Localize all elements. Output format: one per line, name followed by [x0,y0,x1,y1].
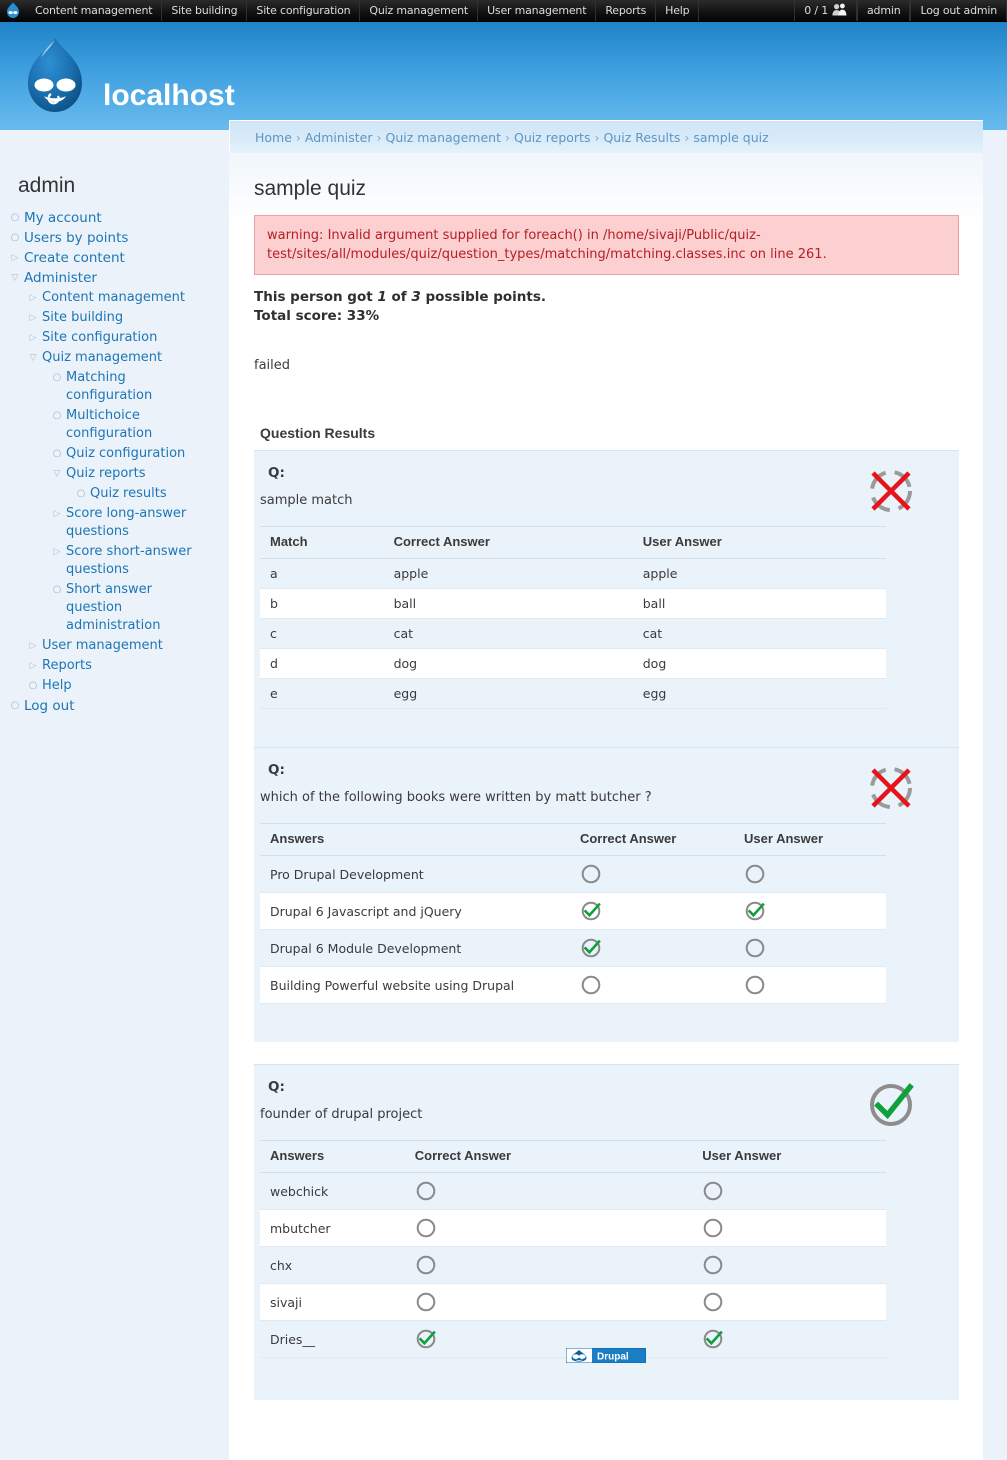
sidebar-link-site-configuration[interactable]: Site configuration [42,330,158,345]
check-circle-icon [580,937,602,959]
matching-results-table [260,526,886,709]
table-row [260,1284,886,1321]
cell-correct-marker [405,1284,693,1321]
multichoice-results-table [260,823,886,1004]
check-circle-icon [744,900,766,922]
circle-bullet-icon: ○ [52,372,62,383]
sidebar-item-users-by-points[interactable] [0,228,229,248]
cell-answer: Building Powerful website using Drupal [260,967,570,1004]
column-header-correct-answer: Correct Answer [405,1141,693,1173]
triangle-down-icon: ▽ [53,469,61,479]
score-total-points: 3 [411,289,421,305]
people-icon [832,3,847,19]
sidebar-link-users-by-points[interactable]: Users by points [24,230,129,246]
sidebar [0,152,229,716]
breadcrumb [229,120,983,153]
cell-user-marker [692,1284,886,1321]
cell-user-answer: apple [633,559,886,589]
score-mid: of [386,289,412,305]
triangle-right-icon: ▷ [53,509,61,519]
circle-empty-icon [702,1291,724,1313]
cell-user-answer: ball [633,589,886,619]
score-suffix: possible points. [420,289,547,305]
cell-user-answer: dog [633,649,886,679]
sidebar-item-quiz-management[interactable] [24,348,229,368]
toolbar-item-quiz-management[interactable]: Quiz management [360,0,478,21]
cell-user-marker [692,1247,886,1284]
sidebar-link-site-building[interactable]: Site building [42,310,124,325]
check-circle-icon [865,1079,917,1131]
sidebar-submenu-administer [0,288,229,696]
table-row [260,967,886,1004]
column-header-match: Match [260,527,384,559]
sidebar-link-quiz-results[interactable]: Quiz results [90,486,167,501]
sidebar-item-log-out[interactable] [0,696,229,716]
cell-match: a [260,559,384,589]
circle-bullet-icon: ○ [10,232,20,243]
sidebar-link-create-content[interactable]: Create content [24,250,125,266]
toolbar-item-site-configuration[interactable]: Site configuration [247,0,360,21]
cell-correct-marker [570,856,734,893]
breadcrumb-item-administer[interactable]: Administer [304,129,373,145]
sidebar-submenu-quiz-reports [48,484,229,504]
table-body [260,856,886,1004]
breadcrumb-item-quiz-management[interactable]: Quiz management [385,129,501,145]
sidebar-link-my-account[interactable]: My account [24,210,102,226]
table-row [260,1247,886,1284]
cell-user-marker [734,930,886,967]
circle-empty-icon [702,1180,724,1202]
cell-user-marker [692,1210,886,1247]
sidebar-item-users-by-points-wrap [0,228,229,248]
table-body [260,559,886,709]
cell-answer: Drupal 6 Module Development [260,930,570,967]
sidebar-item-reports[interactable] [24,656,229,676]
cell-user-marker [734,856,886,893]
table-head [260,527,886,559]
column-header-user-answer: User Answer [692,1141,886,1173]
sidebar-link-log-out[interactable]: Log out [24,698,75,714]
sidebar-item-create-content[interactable] [0,248,229,268]
sidebar-item-multichoice-configuration-wrap [48,406,229,444]
triangle-right-icon: ▷ [29,661,37,671]
sidebar-item-quiz-results-wrap [72,484,229,504]
sidebar-item-multichoice-configuration[interactable] [48,406,229,444]
sidebar-link-quiz-configuration[interactable]: Quiz configuration [66,446,186,461]
content-bottom-padding [254,1400,959,1460]
circle-bullet-icon: ○ [52,584,62,595]
column-header-correct-answer: Correct Answer [384,527,633,559]
question-results-title: Question Results [260,425,376,441]
toolbar-right-group [794,0,1007,21]
sidebar-link-help[interactable]: Help [42,678,72,693]
site-header [0,22,1007,130]
column-header-correct-answer: Correct Answer [570,824,734,856]
cell-correct-answer: egg [384,679,633,709]
triangle-right-icon: ▷ [11,253,19,263]
circle-empty-icon [580,974,602,996]
toolbar-item-reports[interactable]: Reports [596,0,656,21]
cell-user-marker [692,1173,886,1210]
cell-correct-marker [405,1210,693,1247]
check-circle-icon [580,900,602,922]
sidebar-item-quiz-management-wrap [24,348,229,636]
breadcrumb-item-quiz-reports[interactable]: Quiz reports [514,129,591,145]
sidebar-item-my-account-wrap [0,208,229,228]
circle-empty-icon [744,863,766,885]
cell-match: d [260,649,384,679]
sidebar-title: admin [18,174,76,197]
column-header-user-answer: User Answer [633,527,886,559]
cell-match: b [260,589,384,619]
toolbar-username[interactable]: admin [857,0,910,21]
sidebar-item-score-short-answer-questions[interactable] [48,542,229,580]
sidebar-link-reports[interactable]: Reports [42,658,92,673]
sidebar-item-short-answer-question-administration[interactable] [48,580,229,636]
circle-empty-icon [415,1254,437,1276]
site-name: localhost [103,79,235,112]
sidebar-item-quiz-results[interactable] [72,484,229,504]
sidebar-item-help-wrap [24,676,229,696]
sidebar-item-content-management-wrap [24,288,229,308]
column-header-answers: Answers [260,824,570,856]
sidebar-item-site-building[interactable] [24,308,229,328]
drupal-badge-icon[interactable] [566,1348,646,1363]
sidebar-item-help[interactable] [24,676,229,696]
circle-empty-icon [580,863,602,885]
sidebar-item-create-content-wrap [0,248,229,268]
question-text: founder of drupal project [260,1107,423,1122]
page-title: sample quiz [254,177,367,200]
question-label: Q: [268,762,285,778]
footer [229,1348,983,1363]
sidebar-link-multichoice-configuration[interactable]: Multichoice configuration [66,408,153,441]
sidebar-item-site-building-wrap [24,308,229,328]
pass-fail-status: failed [254,358,291,373]
sidebar-item-quiz-configuration-wrap [48,444,229,464]
drupal-badge-label: Drupal [597,1351,629,1363]
sidebar-item-matching-configuration-wrap [48,368,229,406]
circle-empty-icon [415,1291,437,1313]
user-count-label: 0 / 1 [804,4,828,17]
circle-bullet-icon: ○ [52,410,62,421]
cell-correct-marker [570,930,734,967]
table-row [260,930,886,967]
cell-correct-answer: ball [384,589,633,619]
sidebar-menu [0,208,229,716]
cell-user-answer: egg [633,679,886,709]
sidebar-link-quiz-reports[interactable]: Quiz reports [66,466,146,481]
circle-bullet-icon: ○ [28,680,38,691]
triangle-right-icon: ▷ [29,313,37,323]
sidebar-item-matching-configuration[interactable] [48,368,229,406]
user-count-indicator[interactable] [794,0,857,21]
cell-correct-marker [570,893,734,930]
circle-empty-icon [415,1217,437,1239]
breadcrumb-separator: › [684,129,690,145]
table-row [260,856,886,893]
circle-bullet-icon: ○ [10,212,20,223]
column-header-user-answer: User Answer [734,824,886,856]
sidebar-submenu-quiz-management [24,368,229,636]
sidebar-item-user-management[interactable] [24,636,229,656]
circle-bullet-icon: ○ [10,700,20,711]
sidebar-link-matching-configuration[interactable]: Matching configuration [66,370,153,403]
table-row [260,619,886,649]
content-column [229,120,983,1460]
triangle-right-icon: ▷ [53,547,61,557]
sidebar-link-administer[interactable]: Administer [24,270,97,286]
question-label: Q: [268,465,285,481]
sidebar-link-quiz-management[interactable]: Quiz management [42,350,163,365]
toolbar-logout[interactable]: Log out admin [910,0,1007,21]
sidebar-link-score-long-answer-questions[interactable]: Score long-answer questions [66,506,187,539]
question-text: which of the following books were written by matt butcher ? [260,790,652,805]
multichoice-results-table [260,1140,886,1358]
sidebar-item-short-answer-admin-wrap [48,580,229,636]
cell-correct-marker [405,1173,693,1210]
check-circle-icon [415,1328,437,1350]
sidebar-link-content-management[interactable]: Content management [42,290,185,305]
sidebar-item-content-management[interactable] [24,288,229,308]
sidebar-item-user-management-wrap [24,636,229,656]
toolbar-item-content-management[interactable]: Content management [26,0,162,21]
breadcrumb-item-home[interactable]: Home [255,129,292,145]
cell-correct-marker [405,1247,693,1284]
question-text: sample match [260,493,353,508]
sidebar-link-score-short-answer-questions[interactable]: Score short-answer questions [66,544,192,577]
cell-correct-answer: cat [384,619,633,649]
table-row [260,589,886,619]
sidebar-item-reports-wrap [24,656,229,676]
breadcrumb-item-current: sample quiz [693,129,769,145]
sidebar-item-site-configuration-wrap [24,328,229,348]
check-circle-icon [702,1328,724,1350]
circle-empty-icon [702,1254,724,1276]
circle-empty-icon [415,1180,437,1202]
toolbar-spacer [699,0,794,21]
cell-answer: sivaji [260,1284,405,1321]
drupal-drop-icon[interactable] [0,0,26,21]
toolbar-item-help[interactable]: Help [656,0,699,21]
table-row [260,559,886,589]
table-header-row [260,824,886,856]
triangle-right-icon: ▷ [29,641,37,651]
breadcrumb-separator: › [295,129,301,145]
cell-answer: chx [260,1247,405,1284]
cell-user-marker [734,893,886,930]
triangle-down-icon: ▽ [29,353,37,363]
sidebar-item-administer[interactable] [0,268,229,288]
cell-user-answer: cat [633,619,886,649]
cross-circle-icon [865,465,917,517]
table-head [260,824,886,856]
score-points: 1 [377,289,387,305]
cell-answer: Drupal 6 Javascript and jQuery [260,893,570,930]
sidebar-item-site-configuration[interactable] [24,328,229,348]
table-row [260,1173,886,1210]
table-row [260,1210,886,1247]
circle-empty-icon [702,1217,724,1239]
column-header-answers: Answers [260,1141,405,1173]
question-block [254,450,959,747]
sidebar-item-my-account[interactable] [0,208,229,228]
circle-empty-icon [744,974,766,996]
triangle-down-icon: ▽ [11,273,19,283]
breadcrumb-separator: › [505,129,510,145]
sidebar-item-quiz-configuration[interactable] [48,444,229,464]
sidebar-item-score-long-answer-wrap [48,504,229,542]
cell-match: e [260,679,384,709]
sidebar-item-score-short-answer-wrap [48,542,229,580]
table-body [260,1173,886,1358]
cell-answer: Pro Drupal Development [260,856,570,893]
question-block [254,747,959,1042]
cross-circle-icon [865,762,917,814]
cell-correct-marker [570,967,734,1004]
cell-match: c [260,619,384,649]
circle-empty-icon [744,937,766,959]
table-head [260,1141,886,1173]
cell-answer: webchick [260,1173,405,1210]
cell-answer: Dries__ [260,1321,405,1358]
sidebar-link-user-management[interactable]: User management [42,638,163,653]
triangle-right-icon: ▷ [29,293,37,303]
sidebar-item-log-out-wrap [0,696,229,716]
table-row [260,649,886,679]
toolbar-item-user-management[interactable]: User management [478,0,596,21]
cell-correct-answer: dog [384,649,633,679]
breadcrumb-separator: › [376,129,382,145]
sidebar-item-score-long-answer-questions[interactable] [48,504,229,542]
circle-bullet-icon: ○ [52,448,62,459]
sidebar-item-quiz-reports[interactable] [48,464,229,484]
question-label: Q: [268,1079,285,1095]
table-row [260,893,886,930]
warning-message: warning: Invalid argument supplied for foreach() in /home/sivaji/Public/quiz-test/sites/all/modules/quiz/question_types/matching/matching.classes.inc on line 261. [254,215,959,275]
score-summary [254,289,959,305]
circle-bullet-icon: ○ [76,488,86,499]
score-prefix: This person got [254,289,378,305]
cell-user-marker [734,967,886,1004]
admin-toolbar [0,0,1007,22]
total-score: Total score: 33% [254,308,380,324]
cell-answer: mbutcher [260,1210,405,1247]
toolbar-item-site-building[interactable]: Site building [162,0,247,21]
breadcrumb-item-quiz-results[interactable]: Quiz Results [603,129,681,145]
sidebar-item-administer-wrap [0,268,229,696]
drupal-drop-logo[interactable] [24,36,86,116]
table-header-row [260,527,886,559]
content-inner [229,153,983,1460]
table-header-row [260,1141,886,1173]
breadcrumb-separator: › [594,129,600,145]
sidebar-item-quiz-reports-wrap [48,464,229,504]
table-row [260,679,886,709]
cell-correct-answer: apple [384,559,633,589]
sidebar-link-short-answer-question-administration[interactable]: Short answer question administration [66,582,161,633]
triangle-right-icon: ▷ [29,333,37,343]
